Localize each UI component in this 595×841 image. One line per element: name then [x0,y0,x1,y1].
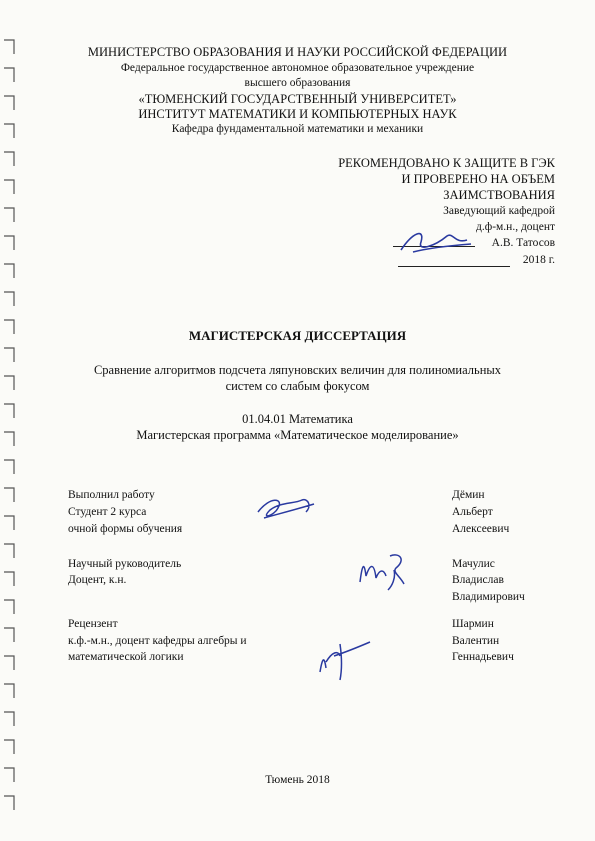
author-label-2: Студент 2 курса [68,506,147,518]
reviewer-first-name: Валентин [452,635,500,647]
specialty-code: 01.04.01 Математика [242,412,353,426]
thesis-title-line-2: систем со слабым фокусом [225,379,370,393]
reviewer-label-3: математической логики [68,651,184,663]
supervisor-surname: Мачулис [452,558,495,570]
supervisor-signature [350,546,414,592]
reviewer-label-1: Рецензент [68,618,118,630]
supervisor-patronymic: Владимирович [452,591,525,603]
author-surname: Дёмин [452,489,485,501]
approval-line-3: ЗАИМСТВОВАНИЯ [443,188,555,202]
city-year: Тюмень 2018 [265,774,330,786]
reviewer-signature [312,632,374,682]
approval-line-2: И ПРОВЕРЕНО НА ОБЪЕМ [401,172,555,186]
institution-line-2: высшего образования [244,77,351,89]
supervisor-first-name: Владислав [452,574,504,586]
thesis-title-line-1: Сравнение алгоритмов подсчета ляпуновских величин для полиномиальных [93,363,502,377]
approval-name: А.В. Татосов [491,237,555,249]
approval-role: Заведующий кафедрой [443,205,555,217]
supervisor-label-1: Научный руководитель [68,558,182,570]
date-line [398,266,510,267]
supervisor-label-2: Доцент, к.н. [68,574,127,586]
master-program: Магистерская программа «Математическое моделирование» [136,428,459,442]
approval-line-1: РЕКОМЕНДОВАНО К ЗАЩИТЕ В ГЭК [338,156,555,170]
reviewer-patronymic: Геннадьевич [452,651,514,663]
department-name: Кафедра фундаментальной математики и механики [171,123,424,135]
approval-degree: д.ф-м.н., доцент [476,221,555,233]
university-name: «ТЮМЕНСКИЙ ГОСУДАРСТВЕННЫЙ УНИВЕРСИТЕТ» [138,92,457,106]
head-signature [395,222,475,258]
reviewer-label-2: к.ф.-м.н., доцент кафедры алгебры и [68,635,247,647]
institution-line-1: Федеральное государственное автономное образовательное учреждение [120,62,475,74]
author-first-name: Альберт [452,506,493,518]
institute-name: ИНСТИТУТ МАТЕМАТИКИ И КОМПЬЮТЕРНЫХ НАУК [138,107,457,121]
author-patronymic: Алексеевич [452,523,510,535]
author-label-1: Выполнил работу [68,489,155,501]
author-label-3: очной формы обучения [68,523,183,535]
author-signature [250,490,320,526]
thesis-type: МАГИСТЕРСКАЯ ДИССЕРТАЦИЯ [188,328,407,343]
ministry-heading: МИНИСТЕРСТВО ОБРАЗОВАНИЯ И НАУКИ РОССИЙСКОЙ ФЕДЕРАЦИИ [87,45,508,59]
approval-date: 2018 г. [522,254,555,266]
reviewer-surname: Шармин [452,618,494,630]
